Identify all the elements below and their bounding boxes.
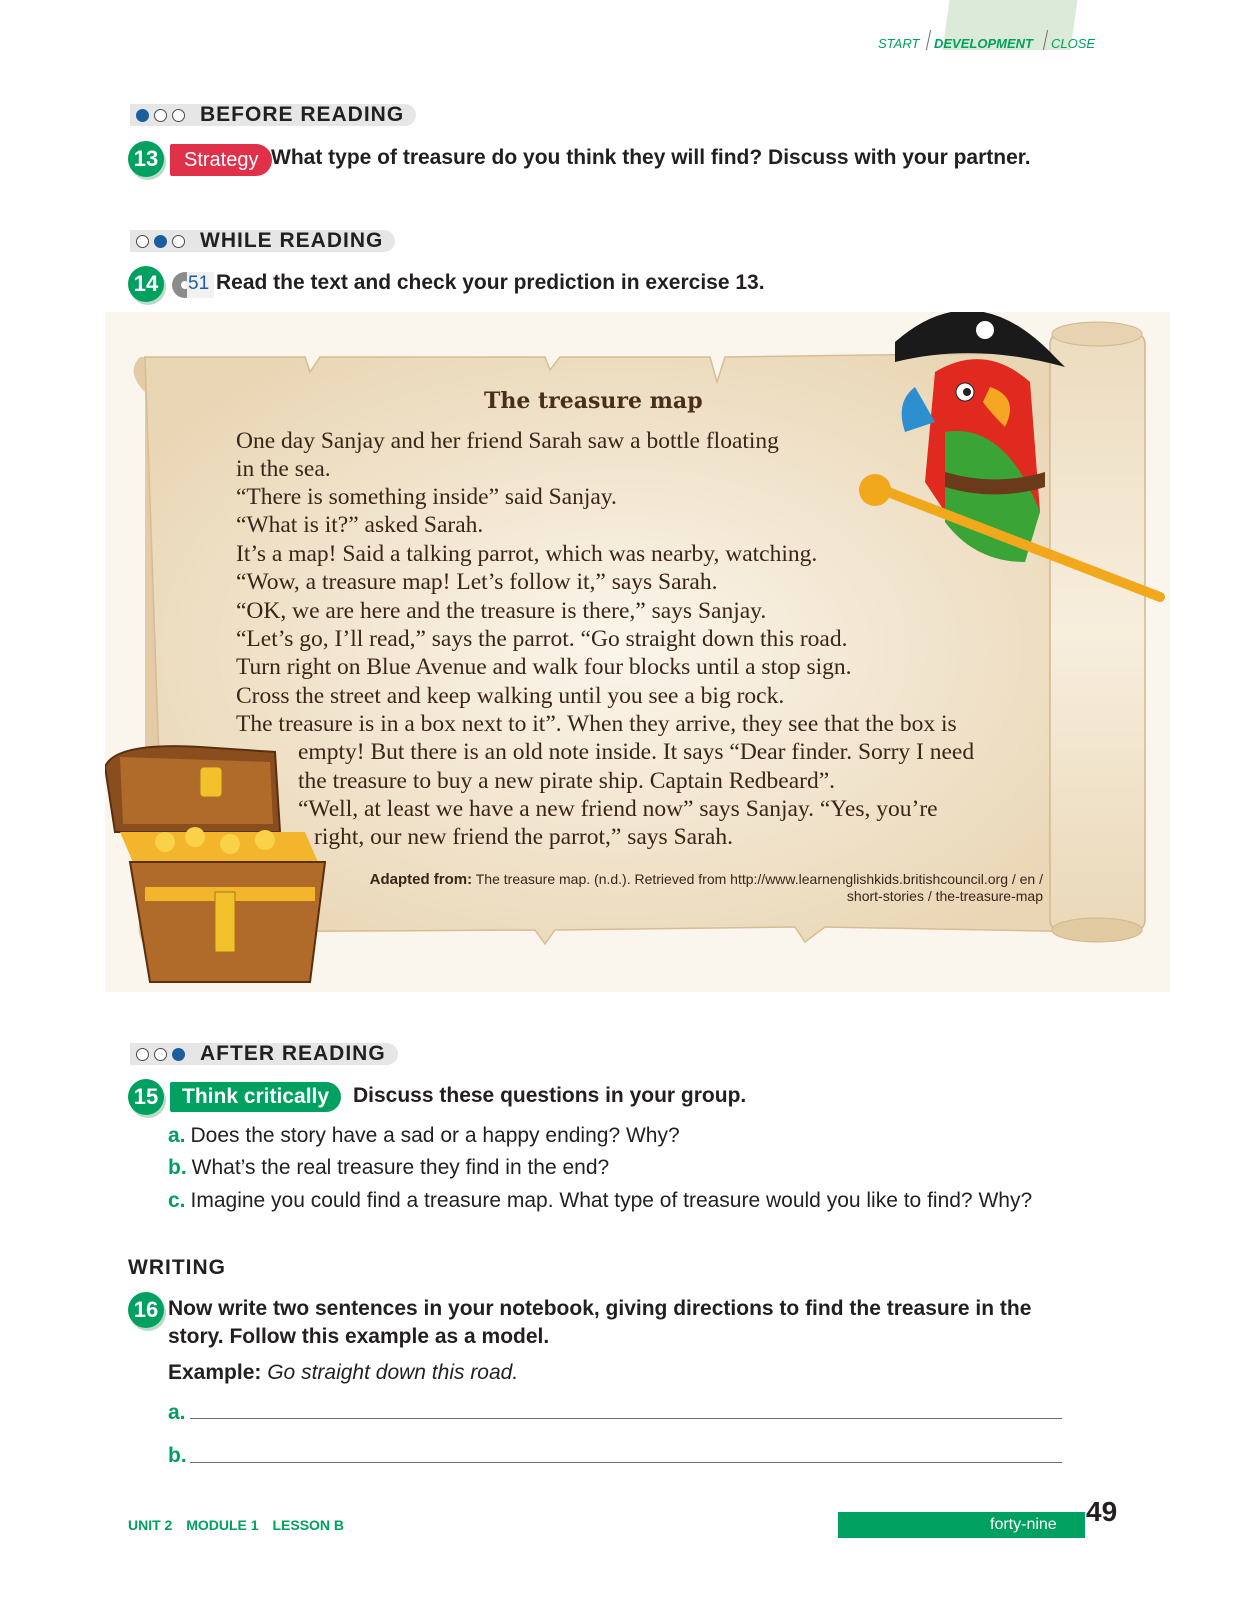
example-text: Go straight down this road. [267,1361,519,1384]
section-before-reading [130,104,416,126]
section-after-reading [130,1043,398,1065]
stage-nav [0,0,1245,58]
story-line: empty! But there is an old note inside. It says “Dear finder. Sorry I need [298,739,975,765]
question-item [168,1124,680,1148]
stage-start: START [878,36,920,51]
section-while-reading [130,230,395,252]
question-text: Does the story have a sad or a happy ending? Why? [190,1124,680,1147]
exercise-instruction: Now write two sentences in your notebook, giving directions to find the treasure in the [168,1297,1032,1320]
progress-dots [136,109,190,122]
page-number-word: forty-nine [990,1516,1057,1533]
exercise-number: 14 [128,266,164,302]
example-row [168,1361,518,1385]
story-line: “Well, at least we have a new friend now” says Sanjay. “Yes, you’re [298,796,938,822]
progress-dots [136,1048,190,1061]
answer-letter [168,1401,191,1425]
dot-icon [136,1048,149,1061]
exercise-instruction [216,271,765,295]
story-line: “Wow, a treasure map! Let’s follow it,” says Sarah. [236,569,718,595]
dot-icon [136,235,149,248]
story-line: Cross the street and keep walking until you see a big rock. [236,683,785,709]
progress-dots [136,235,190,248]
section-title: BEFORE READING [200,103,405,126]
story-line: in the sea. [236,456,331,482]
credit-text: short-stories / the-treasure-map [846,888,1043,904]
question-item [168,1156,609,1180]
question-letter: a. [168,1124,186,1147]
dot-icon [172,235,185,248]
exercise-instruction: story. Follow this example as a model. [168,1325,550,1348]
exercise-number: 15 [128,1079,164,1115]
story-line: Turn right on Blue Avenue and walk four blocks until a stop sign. [236,654,852,680]
story-title: The treasure map [484,388,703,414]
story-line: “OK, we are here and the treasure is there,” says Sanjay. [236,598,767,624]
stage-development: DEVELOPMENT [934,36,1033,51]
dot-icon [136,109,149,122]
credit-label: Adapted from: [369,871,473,888]
story-line: One day Sanjay and her friend Sarah saw a bottle floating [236,428,779,454]
dot-icon [172,1048,185,1061]
footer-module: MODULE 1 [186,1517,259,1533]
question-item [168,1189,1032,1213]
question-text: Imagine you could find a treasure map. What type of treasure would you like to find? Why? [190,1189,1033,1212]
story-line: “Let’s go, I’ll read,” says the parrot. “Go straight down this road. [236,626,848,652]
question-text: What’s the real treasure they find in the end? [191,1156,610,1179]
answer-letter-a: a. [168,1401,186,1424]
story-line: “There is something inside” said Sanjay. [236,484,617,510]
audio-track-number: 51 [188,273,210,294]
dot-icon [154,109,167,122]
question-letter: b. [168,1156,187,1179]
example-label: Example: [168,1361,262,1384]
dot-icon [154,1048,167,1061]
story-line: The treasure is in a box next to it”. When they arrive, they see that the box is [236,711,957,737]
answer-line-b[interactable] [190,1462,1062,1463]
exercise-number: 16 [128,1292,164,1328]
stage-separator [926,30,931,50]
question-letter: c. [168,1189,186,1212]
strategy-badge: Strategy [170,144,272,176]
section-writing: WRITING [128,1256,226,1279]
story-line: It’s a map! Said a talking parrot, which was nearby, watching. [236,541,818,567]
exercise-number: 13 [128,141,164,177]
dot-icon [154,235,167,248]
footer-lesson: LESSON B [272,1517,345,1533]
answer-letter-b: b. [168,1444,187,1467]
story-line: “What is it?” asked Sarah. [236,512,484,538]
footer-breadcrumb [128,1517,354,1533]
think-critically-badge: Think critically [170,1082,341,1112]
answer-line-a[interactable] [190,1418,1062,1419]
footer-unit: UNIT 2 [128,1517,173,1533]
answer-letter [168,1444,192,1468]
story-line: right, our new friend the parrot,” says Sarah. [314,824,733,850]
story-line: the treasure to buy a new pirate ship. Captain Redbeard”. [298,768,836,794]
section-title: AFTER READING [200,1042,386,1065]
credit-text: The treasure map. (n.d.). Retrieved from http://www.learnenglishkids.britishcouncil.org / en / [475,871,1043,887]
exercise-instruction: Discuss these questions in your group. [353,1084,747,1107]
exercise-instruction: What type of treasure do you think they will find? Discuss with your partner. [271,146,1031,169]
source-credit [370,871,1043,904]
section-title: WHILE READING [200,229,384,252]
dot-icon [172,109,185,122]
instruction-text: Read the text and check your prediction in exercise 13. [216,271,765,294]
page-number: 49 [1086,1496,1118,1527]
stage-close: CLOSE [1051,36,1096,51]
